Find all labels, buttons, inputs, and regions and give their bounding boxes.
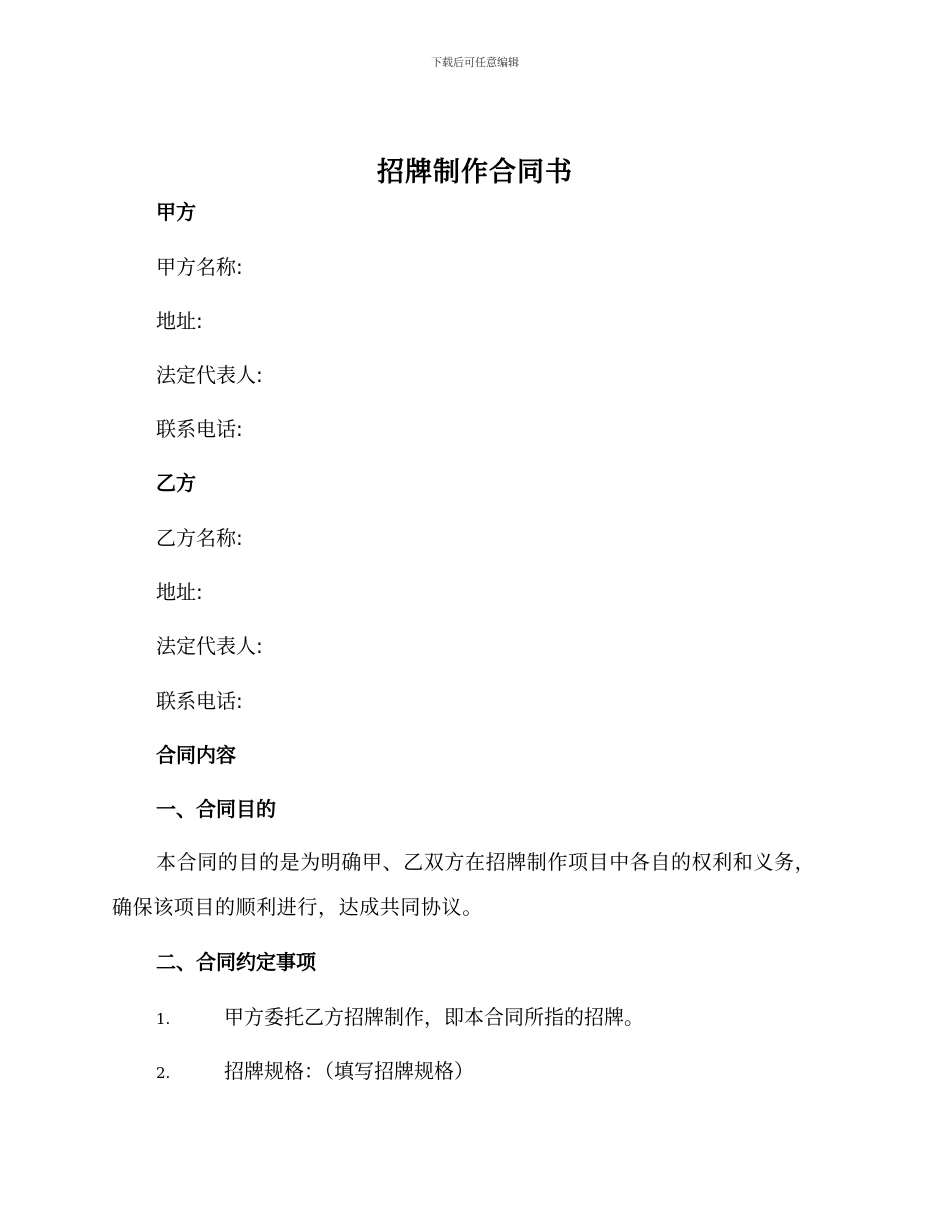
section-2-heading: 二、合同约定事项 — [156, 950, 316, 974]
party-b-heading: 乙方 — [156, 471, 196, 495]
list-item-number: 2. — [156, 1064, 171, 1082]
party-b-name-label: 乙方名称: — [156, 526, 243, 550]
list-item — [156, 1059, 474, 1085]
list-item-text: 招牌规格：（填写招牌规格） — [224, 1059, 474, 1083]
contract-content-heading: 合同内容 — [156, 743, 236, 767]
list-item — [156, 1005, 644, 1031]
party-a-address-label: 地址: — [156, 309, 203, 333]
list-item-text: 甲方委托乙方招牌制作，即本合同所指的招牌。 — [224, 1005, 644, 1029]
party-b-address-label: 地址: — [156, 580, 203, 604]
section-1-heading: 一、合同目的 — [156, 797, 276, 821]
document-title: 招牌制作合同书 — [377, 157, 573, 188]
party-b-rep-label: 法定代表人: — [156, 634, 263, 658]
party-a-heading: 甲方 — [156, 200, 196, 224]
party-a-name-label: 甲方名称: — [156, 255, 243, 279]
party-a-phone-label: 联系电话: — [156, 417, 243, 441]
header-note: 下载后可任意编辑 — [431, 56, 519, 69]
party-b-phone-label: 联系电话: — [156, 689, 243, 713]
list-item-number: 1. — [156, 1010, 171, 1028]
party-a-rep-label: 法定代表人: — [156, 363, 263, 387]
section-1-body: 本合同的目的是为明确甲、乙双方在招牌制作项目中各自的权利和义务，确保该项目的顺利进行，达成共同协议。 — [112, 850, 816, 919]
